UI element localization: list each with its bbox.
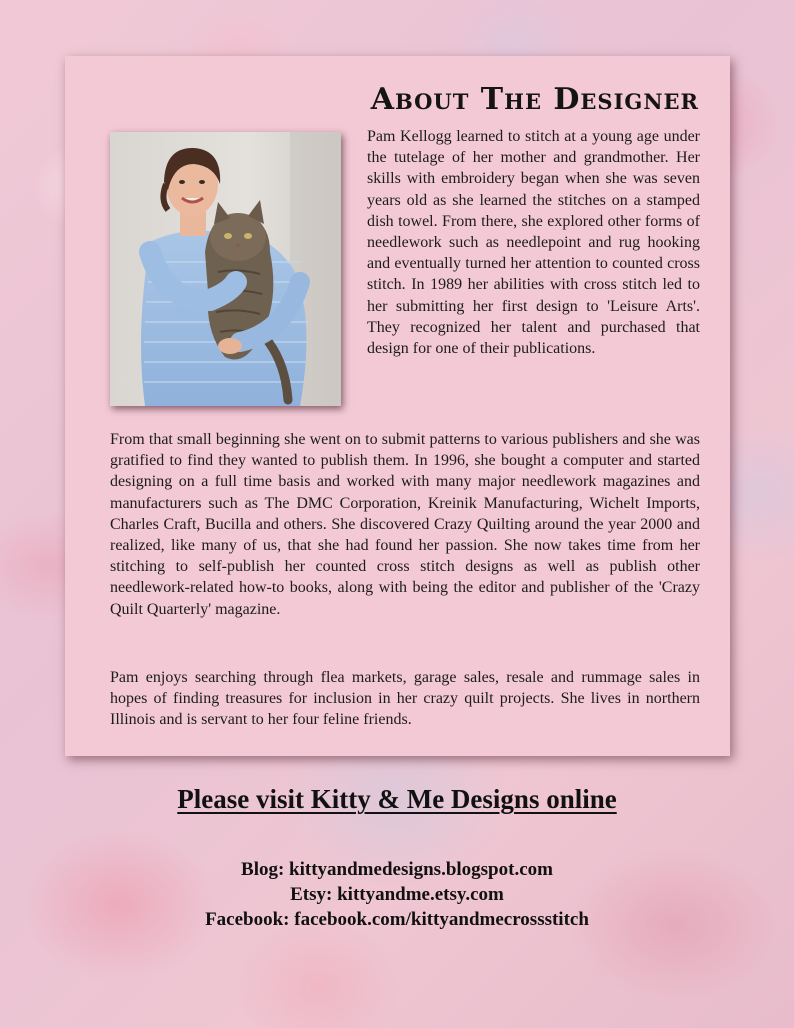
- about-title: About The Designer: [370, 82, 699, 117]
- designer-photo: [110, 132, 341, 406]
- about-paragraph-2: From that small beginning she went on to submit patterns to various publishers and she was gratified to find they wanted to publish them. In 1996, she bought a computer and started designing on a full time basis and worked with many major needlework magazines and manufacturers such as The DMC Corporation, Kreinik Manufacturing, Wichelt Imports, Charles Craft, Bucilla and others. She discovered Crazy Quilting around the year 2000 and realized, like many of us, that she had found her passion. She now takes time from her stitching to self-publish her counted cross stitch designs as well as publish other needlework-related how-to books, along with being the editor and publisher of the 'Crazy Quilt Quarterly' magazine.: [110, 431, 700, 618]
- about-paragraph-1: Pam Kellogg learned to stitch at a young age under the tutelage of her mother and grandmother. Her skills with embroidery began when she was seven years old as she learned the stitches on a stamped dish towel. From there, she explored other forms of needlework such as needlepoint and rug hooking and eventually turned her attention to counted cross stitch. In 1989 her abilities with cross stitch led to her submitting her first design to 'Leisure Arts'. They recognized her talent and purchased that design for one of their publications.: [367, 128, 700, 358]
- visit-heading: [0, 784, 794, 815]
- designer-holding-cat-photo: [110, 132, 341, 406]
- facebook-link[interactable]: Facebook: facebook.com/kittyandmecrossstitch: [205, 909, 589, 930]
- blog-link[interactable]: Blog: kittyandmedesigns.blogspot.com: [241, 859, 553, 880]
- visit-heading-text: Please visit Kitty & Me Designs online: [177, 784, 617, 814]
- etsy-link[interactable]: Etsy: kittyandme.etsy.com: [290, 884, 504, 905]
- about-paragraph-3: Pam enjoys searching through flea markets, garage sales, resale and rummage sales in hopes of finding treasures for inclusion in her crazy quilt projects. She lives in northern Illinois and is servant to her four feline friends.: [110, 669, 700, 729]
- contact-links: [0, 857, 794, 932]
- about-panel: [65, 56, 730, 756]
